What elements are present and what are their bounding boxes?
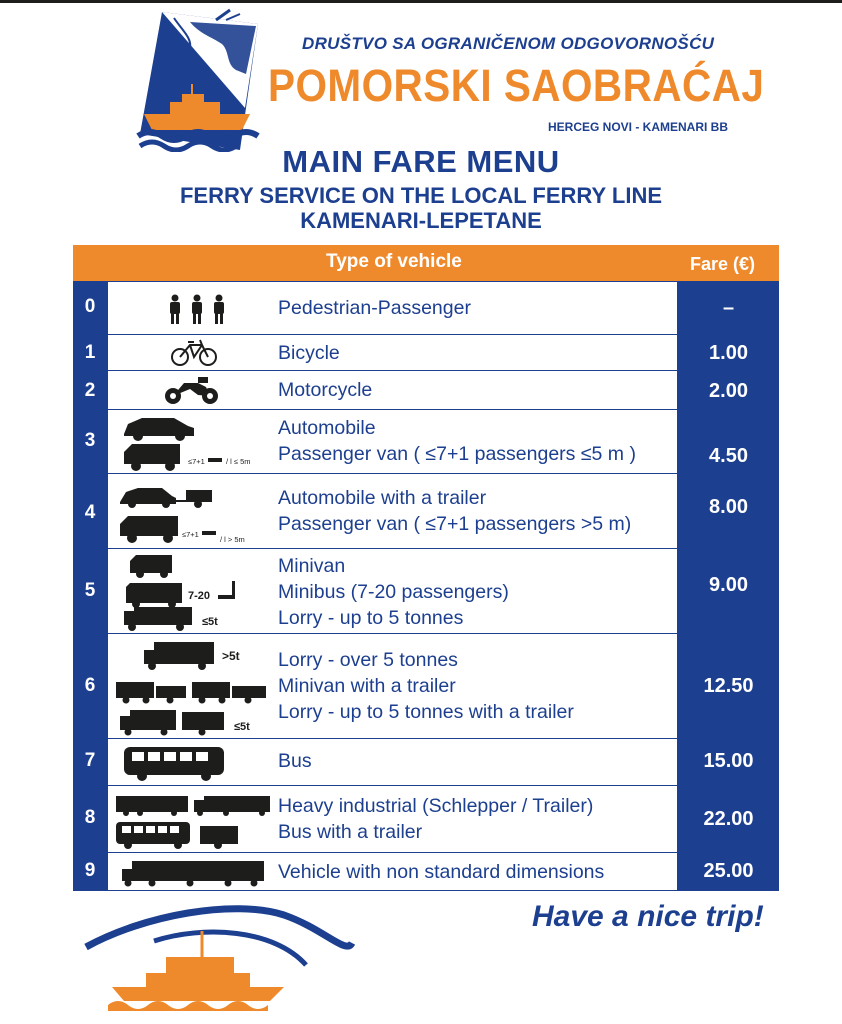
- fare-value: 25.00: [703, 860, 754, 882]
- row-number: 9: [84, 860, 96, 881]
- fare-value: –: [722, 297, 735, 319]
- table-row: [73, 853, 779, 890]
- vehicle-type: Bus with a trailer: [278, 821, 423, 843]
- table-row: [73, 371, 779, 409]
- fare-value: 1.00: [709, 342, 748, 364]
- vehicle-type: Minivan: [278, 555, 346, 577]
- table-row: [73, 410, 779, 473]
- vehicle-type: Heavy industrial (Schlepper / Trailer): [278, 795, 594, 817]
- company-subtitle: DRUŠTVO SA OGRANIČENOM ODGOVORNOŠĆU: [302, 34, 715, 53]
- company-logo: [130, 4, 270, 152]
- company-address: HERCEG NOVI - KAMENARI BB: [548, 120, 729, 134]
- bus-icon: [122, 745, 232, 783]
- row-number: 2: [84, 380, 96, 401]
- heavy-industrial-bus-trailer-icon: [114, 790, 274, 850]
- header-type-of-vehicle: Type of vehicle: [326, 251, 462, 272]
- svg-text:≤5t: ≤5t: [202, 616, 218, 628]
- svg-text:>5t: >5t: [222, 649, 240, 663]
- svg-text:/ l > 5m: / l > 5m: [220, 535, 245, 544]
- automobile-trailer-icon: [118, 482, 278, 544]
- svg-text:7-20: 7-20: [188, 590, 211, 602]
- fare-value: 2.00: [709, 380, 748, 402]
- vehicle-type: Lorry - up to 5 tonnes with a trailer: [278, 701, 574, 723]
- minivan-minibus-lorry-icon: [120, 551, 270, 631]
- svg-text:/ l ≤ 5m: / l ≤ 5m: [226, 457, 251, 466]
- table-header: [73, 245, 779, 281]
- fare-value: 9.00: [709, 574, 748, 596]
- row-number: 7: [84, 750, 96, 771]
- svg-text:≤7+1: ≤7+1: [182, 530, 199, 539]
- svg-text:≤7+1: ≤7+1: [188, 457, 205, 466]
- oversized-vehicle-icon: [118, 857, 268, 887]
- vehicle-type: Bus: [278, 750, 312, 772]
- vehicle-type: Automobile with a trailer: [278, 487, 487, 509]
- vehicle-type: Lorry - over 5 tonnes: [278, 649, 458, 671]
- pedestrians-icon: [166, 294, 230, 326]
- row-number: 6: [84, 675, 96, 696]
- svg-text:≤5t: ≤5t: [234, 721, 250, 733]
- vehicle-type: Minibus (7-20 passengers): [278, 581, 509, 603]
- row-number: 3: [84, 430, 96, 451]
- page-title: MAIN FARE MENU: [282, 144, 560, 179]
- header-fare: Fare (€): [690, 254, 756, 274]
- table-row: [73, 739, 779, 785]
- row-number: 4: [84, 502, 96, 523]
- fare-value: 15.00: [703, 750, 754, 772]
- top-border: [0, 0, 842, 3]
- vehicle-type: Motorcycle: [278, 379, 373, 401]
- vehicle-type: Lorry - up to 5 tonnes: [278, 607, 464, 629]
- bicycle-icon: [170, 339, 218, 367]
- fare-value: 4.50: [709, 445, 748, 467]
- table-row: [73, 634, 779, 738]
- row-number: 8: [84, 807, 96, 828]
- fare-value: 22.00: [703, 808, 754, 830]
- table-row: [73, 549, 779, 633]
- table-row: [73, 335, 779, 370]
- table-row: [73, 474, 779, 548]
- vehicle-type: Minivan with a trailer: [278, 675, 456, 697]
- fare-table: [73, 245, 779, 891]
- vehicle-type: Passenger van ( ≤7+1 passengers >5 m): [278, 513, 632, 535]
- subtitle-line-1: FERRY SERVICE ON THE LOCAL FERRY LINE: [179, 183, 663, 208]
- fare-value: 8.00: [709, 496, 748, 518]
- vehicle-type: Vehicle with non standard dimensions: [278, 861, 605, 883]
- row-number: 0: [84, 296, 96, 317]
- vehicle-type: Automobile: [278, 417, 376, 439]
- ferry-logo: [84, 895, 356, 1013]
- table-row: [73, 786, 779, 852]
- row-number: 5: [84, 580, 96, 601]
- row-number: 1: [84, 342, 96, 363]
- vehicle-type: Passenger van ( ≤7+1 passengers ≤5 m ): [278, 443, 636, 465]
- lorry-trailer-icon: [112, 640, 272, 736]
- subtitle-line-2: KAMENARI-LEPETANE: [300, 208, 542, 233]
- company-name: POMORSKI SAOBRAĆAJ: [268, 60, 765, 111]
- automobile-van-icon: [122, 414, 272, 472]
- table-row: [73, 282, 779, 334]
- motorcycle-icon: [162, 375, 222, 405]
- tagline: Have a nice trip!: [532, 900, 764, 933]
- fare-value: 12.50: [703, 675, 754, 697]
- vehicle-type: Bicycle: [278, 342, 340, 364]
- vehicle-type: Pedestrian-Passenger: [278, 297, 471, 319]
